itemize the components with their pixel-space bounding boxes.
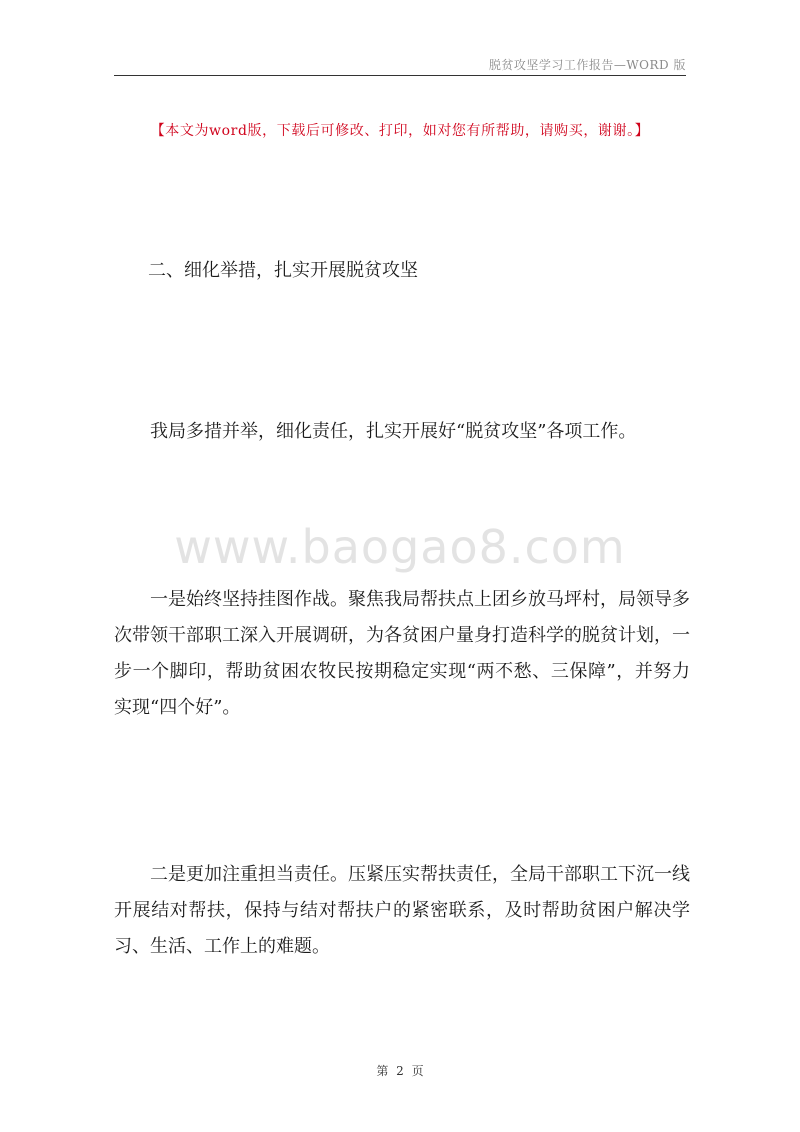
document-header-title: 脱贫攻坚学习工作报告—WORD 版: [488, 58, 686, 72]
paragraph-intro: 我局多措并举，细化责任，扎实开展好“脱贫攻坚”各项工作。: [150, 421, 637, 442]
paragraph-point-two: 二是更加注重担当责任。压紧压实帮扶责任，全局干部职工下沉一线开展结对帮扶，保持与结对帮扶户的紧密联系，及时帮助贫困户解决学习、生活、工作上的难题。: [114, 864, 690, 957]
header-divider: [114, 75, 686, 76]
page-prefix: 第: [376, 1064, 389, 1078]
page-number: 2: [396, 1064, 404, 1078]
page-footer: [0, 1062, 800, 1079]
site-watermark: www.baogao8.com: [174, 520, 626, 574]
page-suffix: 页: [411, 1064, 424, 1078]
purchase-notice: 【本文为word版，下载后可修改、打印，如对您有所帮助，请购买，谢谢。】: [150, 123, 650, 139]
section-heading: 二、细化举措，扎实开展脱贫攻坚: [148, 260, 418, 281]
paragraph-point-one: 一是始终坚持挂图作战。聚焦我局帮扶点上团乡放马坪村，局领导多次带领干部职工深入开展调研，为各贫困户量身打造科学的脱贫计划，一步一个脚印，帮助贫困农牧民按期稳定实现“两不愁、三保障”，并努力实现“四个好”。: [114, 589, 690, 718]
